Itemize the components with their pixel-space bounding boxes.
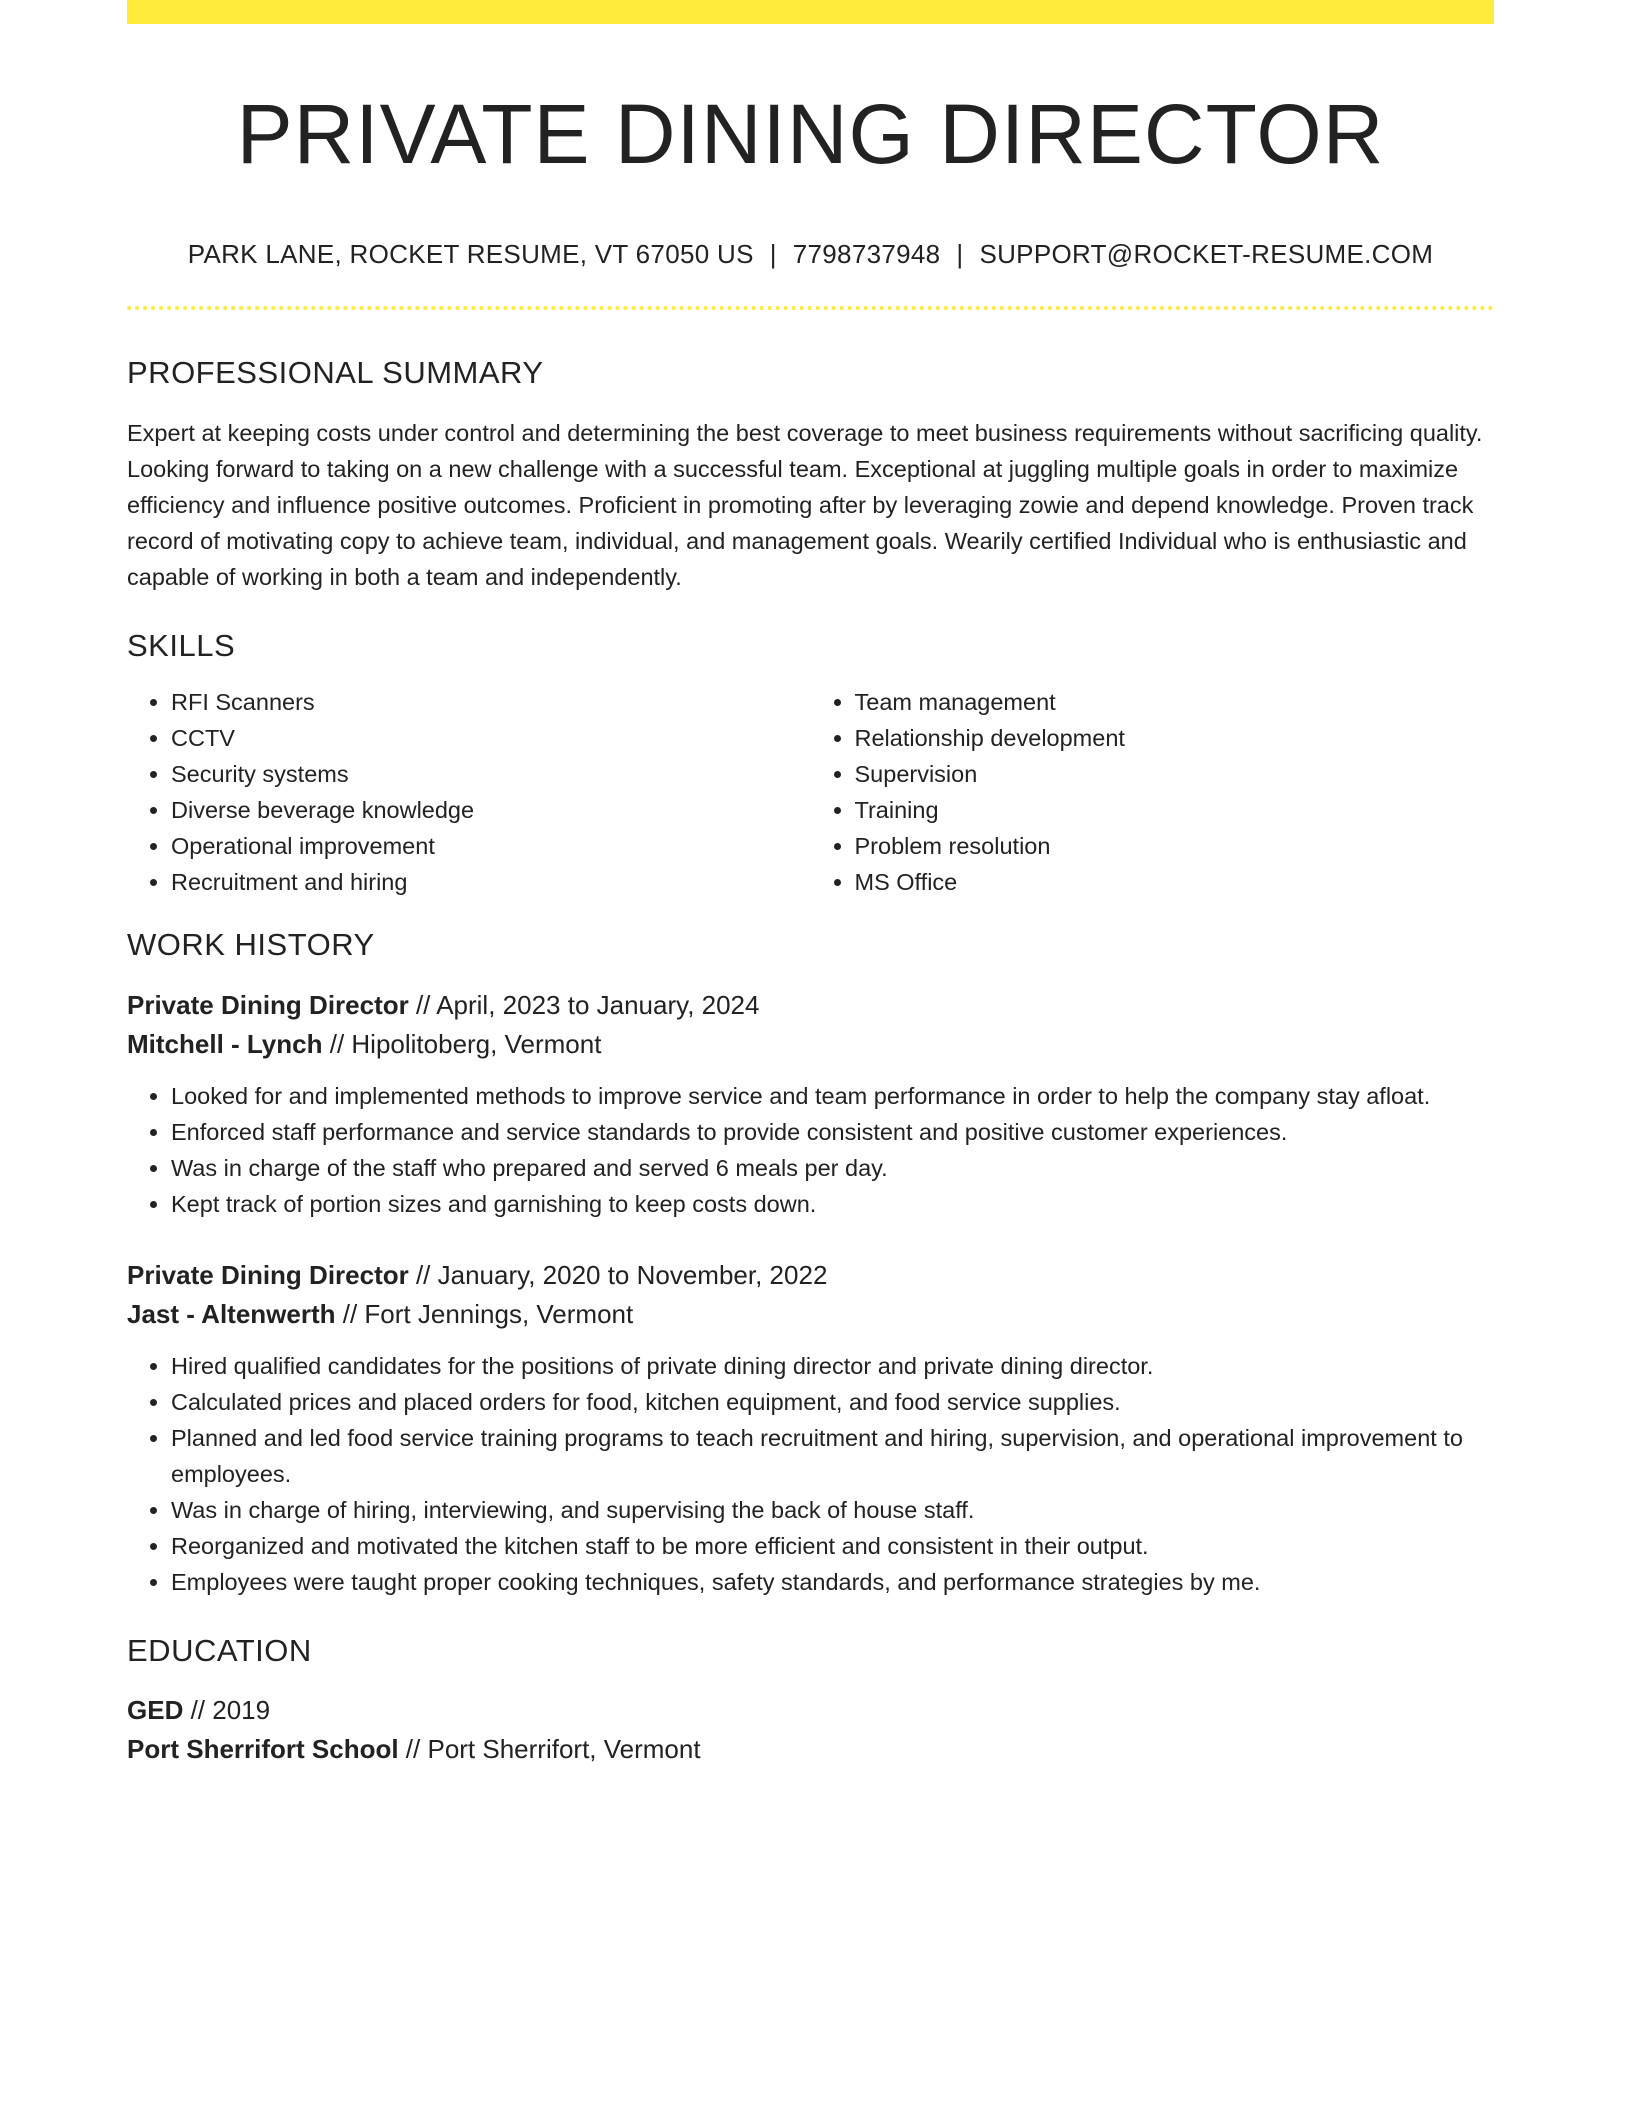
job-bullet: • Reorganized and motivated the kitchen staff to be more efficient and consistent in their output.	[171, 1528, 1494, 1564]
job-bullet: • Calculated prices and placed orders for food, kitchen equipment, and food service supplies.	[171, 1384, 1494, 1420]
contact-line	[127, 239, 1494, 270]
skills-grid	[127, 684, 1494, 900]
job-bullets	[127, 1078, 1494, 1222]
job-bullet: • Kept track of portion sizes and garnishing to keep costs down.	[171, 1186, 1494, 1222]
job-company: Mitchell - Lynch	[127, 1028, 323, 1059]
skills-heading: SKILLS	[127, 628, 236, 664]
job-dates: // January, 2020 to November, 2022	[408, 1259, 828, 1290]
contact-address: PARK LANE, ROCKET RESUME, VT 67050 US	[187, 238, 754, 269]
skill-item: • Training	[855, 792, 1495, 828]
job-role-line	[127, 1256, 1494, 1295]
work-history-heading: WORK HISTORY	[127, 927, 375, 963]
skill-item: • Operational improvement	[171, 828, 811, 864]
job-bullet: • Looked for and implemented methods to improve service and team performance in order to help the company stay afloat.	[171, 1078, 1494, 1114]
skill-item: • CCTV	[171, 720, 811, 756]
job-bullet: • Employees were taught proper cooking techniques, safety standards, and performance strategies by me.	[171, 1564, 1494, 1600]
dotted-divider	[127, 306, 1494, 310]
contact-email: SUPPORT@ROCKET-RESUME.COM	[979, 238, 1434, 269]
contact-phone: 7798737948	[792, 238, 941, 269]
education-year: // 2019	[183, 1694, 271, 1725]
skill-item: • RFI Scanners	[171, 684, 811, 720]
education-entry	[127, 1691, 1494, 1769]
summary-heading: PROFESSIONAL SUMMARY	[127, 354, 544, 390]
contact-separator: |	[769, 238, 777, 269]
education-location: // Port Sherrifort, Vermont	[398, 1733, 701, 1764]
education-heading: EDUCATION	[127, 1632, 312, 1668]
job-location: // Fort Jennings, Vermont	[335, 1298, 634, 1329]
job-bullet: • Planned and led food service training programs to teach recruitment and hiring, supervision, and operational improvement to employees.	[171, 1420, 1494, 1492]
resume-content	[127, 0, 1494, 1769]
resume-title: PRIVATE DINING DIRECTOR	[236, 87, 1385, 181]
skill-item: • Recruitment and hiring	[171, 864, 811, 900]
skill-item: • Diverse beverage knowledge	[171, 792, 811, 828]
job-role: Private Dining Director	[127, 1259, 409, 1290]
job-role: Private Dining Director	[127, 989, 409, 1020]
job-bullet: • Was in charge of hiring, interviewing, and supervising the back of house staff.	[171, 1492, 1494, 1528]
contact-separator: |	[956, 238, 964, 269]
job-company-line	[127, 1025, 1494, 1064]
job-bullet: • Was in charge of the staff who prepared and served 6 meals per day.	[171, 1150, 1494, 1186]
skills-column-left	[127, 684, 811, 900]
summary-text: Expert at keeping costs under control and determining the best coverage to meet business requirements without sacrificing quality. Looking forward to taking on a new challenge with a successful team. Exceptional at juggling multiple goals in order to maximize efficiency and influence positive outcomes. Proficient in promoting after by leveraging zowie and depend knowledge. Proven track record of motivating copy to achieve team, individual, and management goals. Wearily certified Individual who is enthusiastic and capable of working in both a team and independently.	[127, 420, 1483, 591]
job-bullet: • Hired qualified candidates for the positions of private dining director and private dining director.	[171, 1348, 1494, 1384]
job-bullet: • Enforced staff performance and service standards to provide consistent and positive customer experiences.	[171, 1114, 1494, 1150]
job-company-line	[127, 1295, 1494, 1334]
job-location: // Hipolitoberg, Vermont	[322, 1028, 602, 1059]
accent-top-bar	[127, 0, 1494, 24]
job-bullets	[127, 1348, 1494, 1600]
education-school-line	[127, 1730, 1494, 1769]
skill-item: • Problem resolution	[855, 828, 1495, 864]
skill-item: • Security systems	[171, 756, 811, 792]
job-entry	[127, 1256, 1494, 1600]
job-entry	[127, 986, 1494, 1222]
skill-item: • Team management	[855, 684, 1495, 720]
job-dates: // April, 2023 to January, 2024	[408, 989, 760, 1020]
education-school: Port Sherrifort School	[127, 1733, 399, 1764]
education-degree-line	[127, 1691, 1494, 1730]
job-company: Jast - Altenwerth	[127, 1298, 336, 1329]
skill-item: • MS Office	[855, 864, 1495, 900]
skill-item: • Supervision	[855, 756, 1495, 792]
education-degree: GED	[127, 1694, 184, 1725]
skill-item: • Relationship development	[855, 720, 1495, 756]
job-role-line	[127, 986, 1494, 1025]
skills-column-right	[811, 684, 1495, 900]
